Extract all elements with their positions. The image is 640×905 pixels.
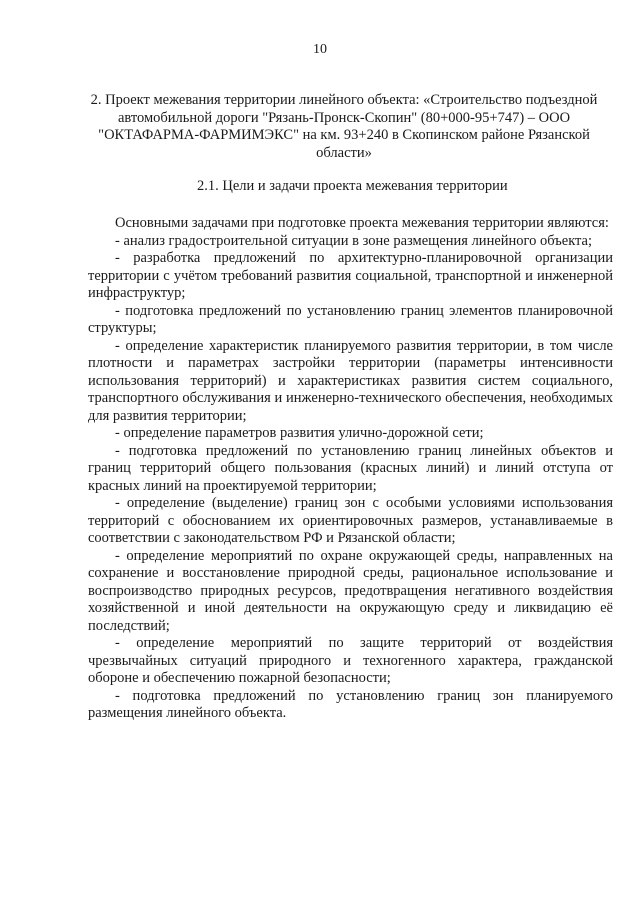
task-item: - определение мероприятий по охране окружающей среды, направленных на сохранение и восстановление природной среды, рациональное использование и воспроизводство природных ресурсов, предотвращения негативного воздействия хозяйственной и иной деятельности на окружающую среду и ликвидацию её последствий; [88,547,613,634]
page-number: 10 [313,42,327,57]
task-item: - подготовка предложений по установлению границ элементов планировочной структуры; [88,302,613,336]
task-item: - подготовка предложений по установлению границ зон планируемого размещения линейного объекта. [88,687,613,721]
task-item: - разработка предложений по архитектурно-планировочной организации территории с учётом требований развития социальной, транспортной и инженерной инфраструктур; [88,250,613,301]
task-item: - определение параметров развития улично-дорожной сети; [115,425,484,441]
task-item: - определение характеристик планируемого развития территории, в том числе плотности и параметрах застройки территории (параметры интенсивности использования территорий) и характеристиках развития систем социального, транспортного обслуживания и инженерно-технического обеспечения, необходимых для развития территории; [88,337,613,424]
section-title: 2. Проект межевания территории линейного объекта: «Строительство подъездной автомобильной дороги "Рязань-Пронск-Скопин" (80+000-95+747) – ООО "ОКТАФАРМА-ФАРМИМЭКС" на км. 93+240 в Скопинском районе Рязанской области» [90,92,598,161]
document-body [88,215,613,723]
task-item: - анализ градостроительной ситуации в зоне размещения линейного объекта; [115,232,593,249]
task-item: - определение (выделение) границ зон с особыми условиями использования территорий с обоснованием их ориентировочных размеров, устанавливаемые в соответствии с законодательством РФ и Рязанской области; [88,495,613,546]
intro-paragraph: Основными задачами при подготовке проекта межевания территории являются: [115,215,609,231]
task-item: - подготовка предложений по установлению границ линейных объектов и границ территорий общего пользования (красных линий) и линий отступа от красных линий на проектируемой территории; [88,442,613,494]
subsection-title: 2.1. Цели и задачи проекта межевания территории [197,178,508,194]
task-item: - определение мероприятий по защите территорий от воздействия чрезвычайных ситуаций природного и техногенного характера, гражданской обороне и обеспечению пожарной безопасности; [88,635,613,686]
